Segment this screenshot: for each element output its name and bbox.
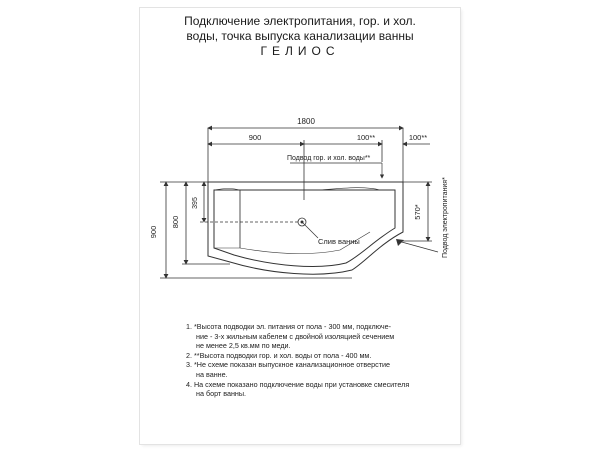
dimension-900-label: 900 (248, 133, 262, 142)
dimension-900 (208, 140, 304, 200)
title-brand: ГЕЛИОС (260, 44, 340, 58)
dimension-100-b-label: 100** (408, 133, 428, 142)
note-line-5: 3. *Не схеме показан выпускное канализационное отверстие (186, 360, 391, 370)
note-line-2: ние - 3-х жильным кабелем с двойной изоляцией сечением (196, 331, 395, 341)
drain-point (298, 218, 318, 238)
note-line-8: на борт ванны. (196, 389, 247, 399)
notes-list (186, 322, 446, 399)
dimension-570-vertical-label: 570* (413, 204, 422, 220)
water-supply-label: Подвод гор. и хол. воды** (287, 155, 371, 162)
note-line-3: не менее 2,5 кв.мм по меди. (196, 341, 291, 351)
note-line-7: 4. На схеме показано подключение воды при установке смесителя (186, 379, 410, 389)
drain-label: Слив ванны (318, 237, 360, 246)
dimension-800-vertical-label: 800 (171, 215, 180, 229)
note-line-6: на ванне. (196, 369, 228, 379)
title-line-1: Подключение электропитания, гор. и хол. (184, 14, 416, 28)
bathtub-outline (208, 182, 403, 274)
note-line-1: 1. *Высота подводки эл. питания от пола - 300 мм, подключе- (186, 322, 392, 331)
dimension-395-vertical-label: 395 (192, 197, 199, 209)
dimension-1800-label: 1800 (297, 117, 315, 126)
dimension-800-vertical (182, 182, 230, 264)
title-line-2: воды, точка выпуска канализации ванны (186, 29, 414, 43)
dimension-900-vertical-label: 900 (149, 225, 158, 239)
dimension-100-a-label: 100** (356, 133, 376, 142)
dimension-395-vertical (200, 182, 298, 222)
note-line-4: 2. **Высота подводки гор. и хол. воды от пола - 400 мм. (186, 350, 372, 360)
electric-supply-label: Подвод электропитания* (442, 177, 449, 258)
